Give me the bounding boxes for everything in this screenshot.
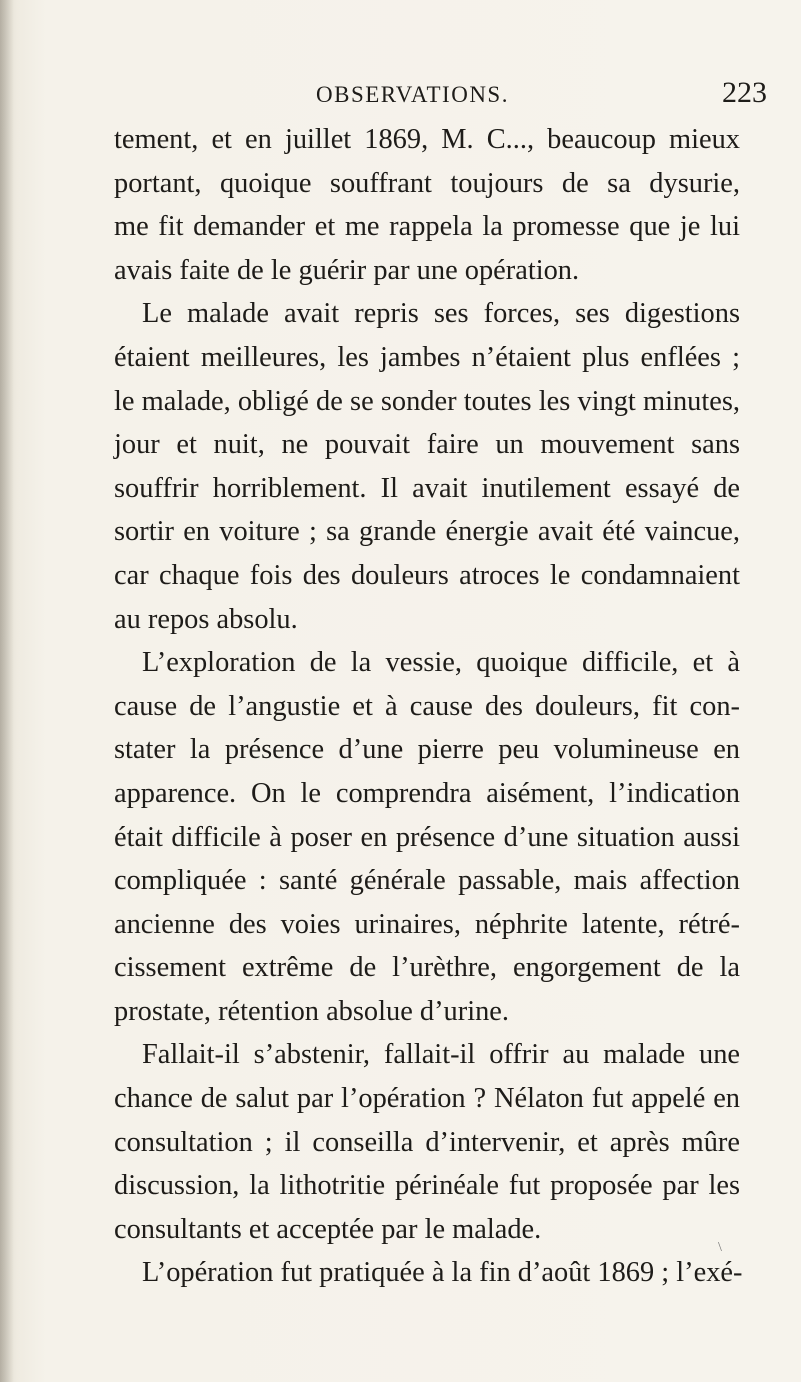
text-line: consultation ; il conseilla d’intervenir, et après mûre (114, 1126, 740, 1158)
page-header (0, 76, 801, 116)
text-line: le malade, obligé de se sonder toutes les vingt minutes, (114, 385, 740, 417)
text-line: souffrir horriblement. Il avait inutilement essayé de (114, 472, 740, 504)
text-line: chance de salut par l’opération ? Nélaton fut appelé en (114, 1083, 740, 1115)
text-line: portant, quoique souffrant toujours de sa dysurie, (114, 167, 740, 199)
text-line: consultants et acceptée par le malade. (114, 1213, 542, 1245)
text-line: L’exploration de la vessie, quoique difficile, et à (142, 647, 740, 679)
text-line: stater la présence d’une pierre peu volumineuse en (114, 734, 740, 766)
running-head: OBSERVATIONS. (316, 82, 509, 107)
text-line: discussion, la lithotritie périnéale fut proposée par les (114, 1170, 740, 1202)
text-line: L’opération fut pratiquée à la fin d’août 1869 ; l’exé- (142, 1257, 743, 1289)
text-line: Fallait-il s’abstenir, fallait-il offrir au malade une (142, 1039, 740, 1071)
text-line: était difficile à poser en présence d’une situation aussi (114, 821, 740, 853)
text-line: cause de l’angustie et à cause des douleurs, fit con- (114, 690, 740, 722)
binding-gutter-shadow (0, 0, 14, 1382)
text-line: Le malade avait repris ses forces, ses digestions (142, 298, 740, 330)
text-line: me fit demander et me rappela la promesse que je lui (114, 211, 740, 243)
text-line: jour et nuit, ne pouvait faire un mouvement sans (114, 429, 740, 461)
text-line: ancienne des voies urinaires, néphrite latente, rétré- (114, 908, 740, 940)
text-body (114, 118, 743, 1295)
page-number: 223 (722, 76, 767, 109)
text-line: prostate, rétention absolue d’urine. (114, 995, 509, 1027)
text-line: au repos absolu. (114, 603, 298, 635)
text-line: car chaque fois des douleurs atroces le condamnaient (114, 559, 740, 591)
stray-ink-mark: \ (718, 1240, 722, 1255)
text-line: sortir en voiture ; sa grande énergie avait été vaincue, (114, 516, 740, 548)
text-line: apparence. On le comprendra aisément, l’indication (114, 777, 740, 809)
text-line: étaient meilleures, les jambes n’étaient plus enflées ; (114, 341, 740, 373)
text-line: compliquée : santé générale passable, mais affection (114, 865, 740, 897)
text-line: cissement extrême de l’urèthre, engorgement de la (114, 952, 740, 984)
text-line: avais faite de le guérir par une opération. (114, 254, 580, 286)
text-line: tement, et en juillet 1869, M. C..., beaucoup mieux (114, 124, 740, 155)
